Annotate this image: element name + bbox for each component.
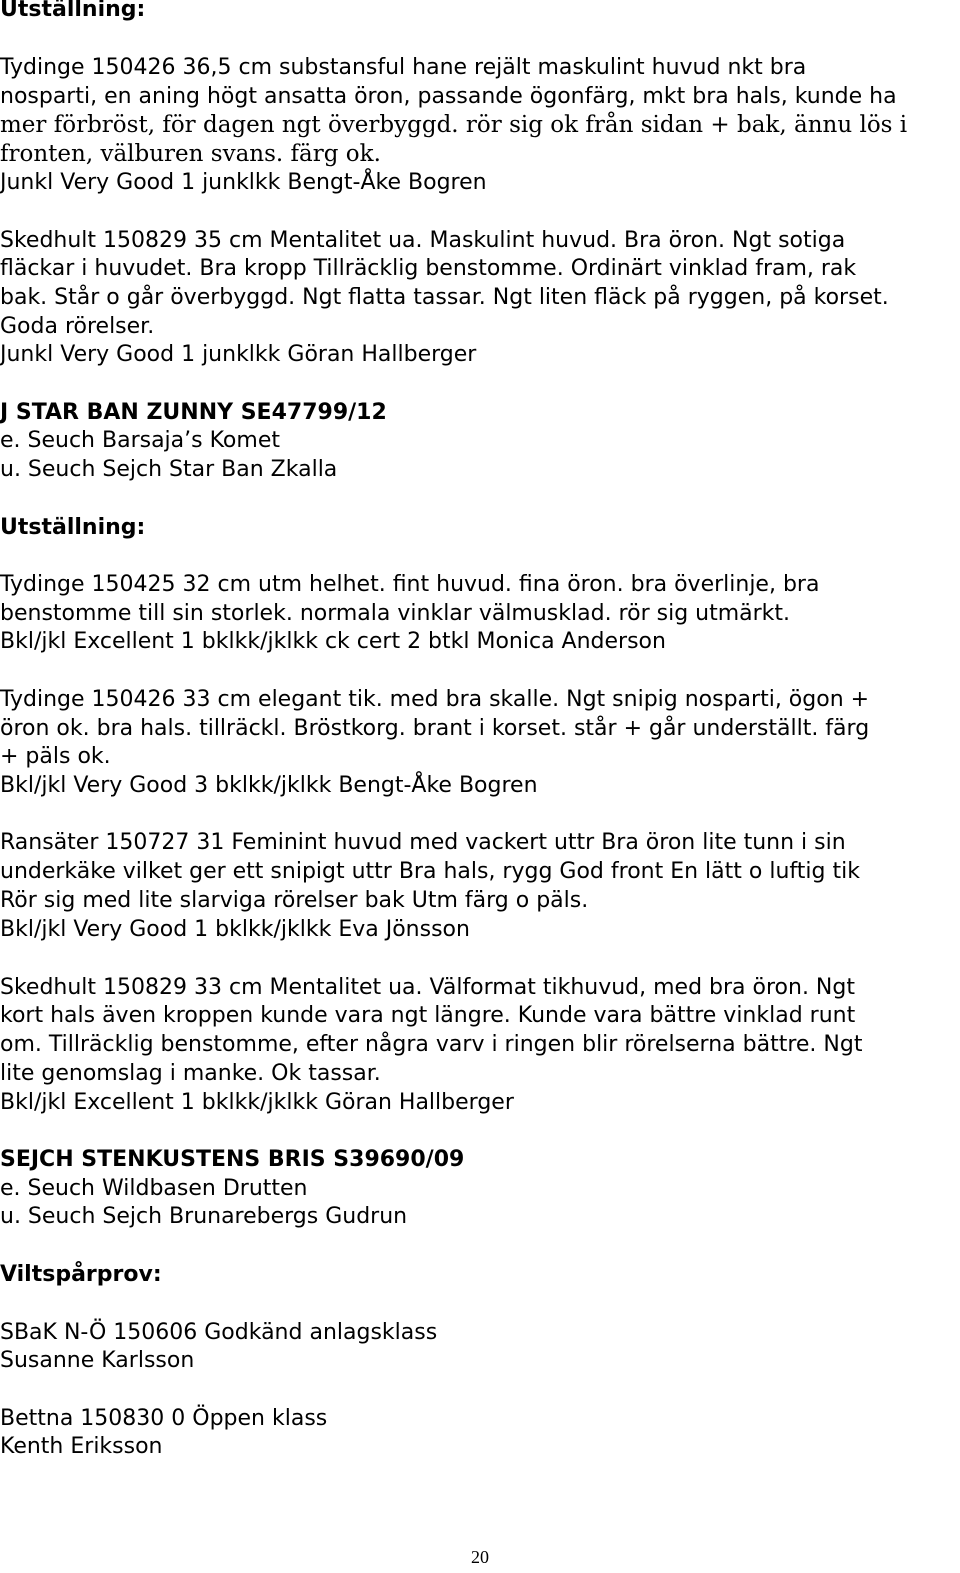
result-line: Junkl Very Good 1 junklkk Göran Hallberger [0, 342, 477, 367]
critique-line: Skedhult 150829 35 cm Mentalitet ua. Maskulint huvud. Bra öron. Ngt sotiga [0, 228, 846, 253]
critique-line: fläckar i huvudet. Bra kropp Tillräcklig benstomme. Ordinärt vinklad fram, rak [0, 256, 857, 281]
critique-line: Tydinge 150426 33 cm elegant tik. med bra skalle. Ngt snipig nosparti, ögon + [0, 687, 870, 712]
result-line: Bkl/jkl Very Good 1 bklkk/jklkk Eva Jönsson [0, 917, 470, 942]
section-heading: Utställning: [0, 0, 146, 22]
critique-line: benstomme till sin storlek. normala vinklar välmusklad. rör sig utmärkt. [0, 601, 791, 626]
section-heading: Viltspårprov: [0, 1262, 162, 1287]
critique-line: Goda rörelser. [0, 314, 155, 339]
result-line: Bkl/jkl Excellent 1 bklkk/jklkk ck cert 2 btkl Monica Anderson [0, 629, 666, 654]
trial-line: Bettna 150830 0 Öppen klass [0, 1406, 328, 1431]
judge-line: Kenth Eriksson [0, 1434, 163, 1459]
result-line: Bkl/jkl Very Good 3 bklkk/jklkk Bengt-Åke Bogren [0, 773, 538, 798]
critique-line: Tydinge 150426 36,5 cm substansful hane rejält maskulint huvud nkt bra [0, 55, 807, 80]
critique-line: öron ok. bra hals. tillräckl. Bröstkorg. brant i korset. står + går underställt. färg [0, 716, 870, 741]
dog-name-heading: SEJCH STENKUSTENS BRIS S39690/09 [0, 1147, 465, 1172]
result-line: Junkl Very Good 1 junklkk Bengt-Åke Bogren [0, 170, 487, 195]
critique-line: fronten, välburen svans. färg ok. [0, 141, 381, 167]
judge-line: Susanne Karlsson [0, 1348, 195, 1373]
critique-line: Skedhult 150829 33 cm Mentalitet ua. Välformat tikhuvud, med bra öron. Ngt [0, 975, 855, 1000]
trial-line: SBaK N-Ö 150606 Godkänd anlagsklass [0, 1320, 438, 1345]
critique-line: nosparti, en aning högt ansatta öron, passande ögonfärg, mkt bra hals, kunde ha [0, 84, 897, 109]
critique-line: lite genomslag i manke. Ok tassar. [0, 1061, 381, 1086]
critique-line: Rör sig med lite slarviga rörelser bak Utm färg o päls. [0, 888, 589, 913]
sire-line: e. Seuch Barsaja’s Komet [0, 428, 280, 453]
critique-line: Ransäter 150727 31 Feminint huvud med vackert uttr Bra öron lite tunn i sin [0, 830, 846, 855]
section-heading: Utställning: [0, 515, 146, 540]
critique-line: bak. Står o går överbyggd. Ngt flatta tassar. Ngt liten fläck på ryggen, på korset. [0, 285, 889, 310]
page-number: 20 [471, 1547, 489, 1567]
critique-line: underkäke vilket ger ett snipigt uttr Bra hals, rygg God front En lätt o luftig tik [0, 859, 860, 884]
critique-line: om. Tillräcklig benstomme, efter några varv i ringen blir rörelserna bättre. Ngt [0, 1032, 863, 1057]
critique-line: kort hals även kroppen kunde vara ngt längre. Kunde vara bättre vinklad runt [0, 1003, 856, 1028]
dam-line: u. Seuch Sejch Star Ban Zkalla [0, 457, 338, 482]
dog-name-heading: J STAR BAN ZUNNY SE47799/12 [0, 400, 387, 425]
dam-line: u. Seuch Sejch Brunarebergs Gudrun [0, 1204, 408, 1229]
critique-line: Tydinge 150425 32 cm utm helhet. fint huvud. fina öron. bra överlinje, bra [0, 572, 820, 597]
sire-line: e. Seuch Wildbasen Drutten [0, 1176, 308, 1201]
critique-line: + päls ok. [0, 744, 111, 769]
result-line: Bkl/jkl Excellent 1 bklkk/jklkk Göran Hallberger [0, 1090, 514, 1115]
critique-line: mer förbröst, för dagen ngt överbyggd. rör sig ok från sidan + bak, ännu lös i [0, 112, 908, 138]
